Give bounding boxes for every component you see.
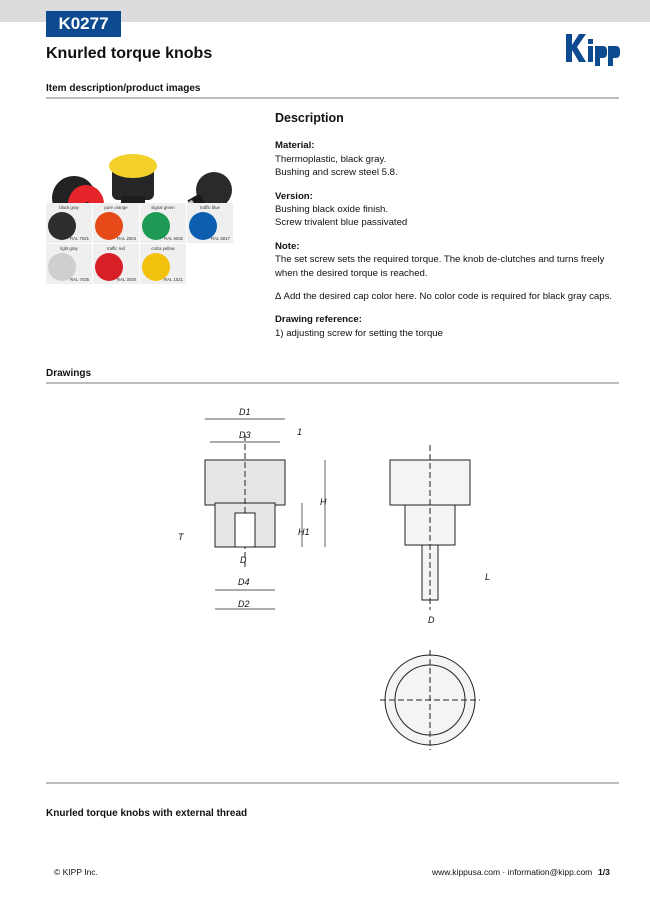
page-title: Knurled torque knobs — [46, 45, 213, 62]
footer-copyright: © KIPP Inc. — [54, 867, 98, 877]
dim-t: T — [178, 532, 184, 542]
description-heading: Description — [275, 111, 344, 125]
material-label: Material: — [275, 140, 315, 152]
section-heading-item-description: Item description/product images — [46, 83, 201, 94]
variant-subtitle: Knurled torque knobs with external thread — [46, 808, 248, 819]
dim-d1: D1 — [239, 407, 251, 417]
description-panel — [275, 112, 625, 350]
divider — [46, 97, 619, 99]
version-text-1: Bushing black oxide finish. — [275, 204, 389, 216]
drawing-reference-label: Drawing reference: — [275, 314, 362, 326]
dim-h: H — [320, 497, 327, 507]
dim-d3: D3 — [239, 430, 251, 440]
swatch-traffic-red: traffic red RAL 3020 — [93, 244, 140, 284]
material-text-2: Bushing and screw steel 5.8. — [275, 167, 398, 179]
footer-page-number: 1/3 — [598, 867, 610, 877]
dim-d4: D4 — [238, 577, 250, 587]
version-label: Version: — [275, 190, 313, 202]
delta-note: Δ Add the desired cap color here. No color code is required for black gray caps. — [275, 291, 613, 303]
dim-side-d: D — [428, 615, 435, 625]
top-view — [380, 650, 480, 750]
section-view — [205, 435, 285, 570]
swatch-light-gray: light gray RAL 7035 — [46, 244, 93, 284]
swatch-traffic-blue: traffic blue RAL 5017 — [187, 203, 234, 243]
dim-d2: D2 — [238, 599, 250, 609]
color-swatch-grid — [46, 203, 232, 285]
product-code-badge: K0277 — [46, 11, 121, 37]
section-heading-drawings: Drawings — [46, 368, 92, 379]
note-label: Note: — [275, 240, 300, 252]
footer-contact: www.kippusa.com · information@kipp.com — [432, 867, 593, 877]
version-text-2: Screw trivalent blue passivated — [275, 217, 408, 229]
dim-d: D — [240, 555, 247, 565]
dim-1: 1 — [297, 427, 303, 437]
divider — [46, 782, 619, 784]
kipp-logo-icon — [564, 28, 620, 68]
divider — [46, 382, 619, 384]
side-view — [390, 445, 470, 610]
dim-l: L — [485, 572, 491, 582]
drawing-reference-text: 1) adjusting screw for setting the torque — [275, 327, 443, 339]
material-text-1: Thermoplastic, black gray. — [275, 153, 387, 165]
swatch-colza-yellow: colza yellow RAL 1021 — [140, 244, 187, 284]
technical-drawings — [160, 395, 510, 765]
swatch-pure-orange: pure orange RAL 2004 — [93, 203, 140, 243]
dim-h1: H1 — [298, 527, 310, 537]
swatch-signal-green: signal green RAL 6032 — [140, 203, 187, 243]
note-text: The set screw sets the required torque. The knob de-clutches and turns freely when the desired torque is reached. — [275, 254, 605, 279]
swatch-black-gray: black gray RAL 7021 — [46, 203, 93, 243]
